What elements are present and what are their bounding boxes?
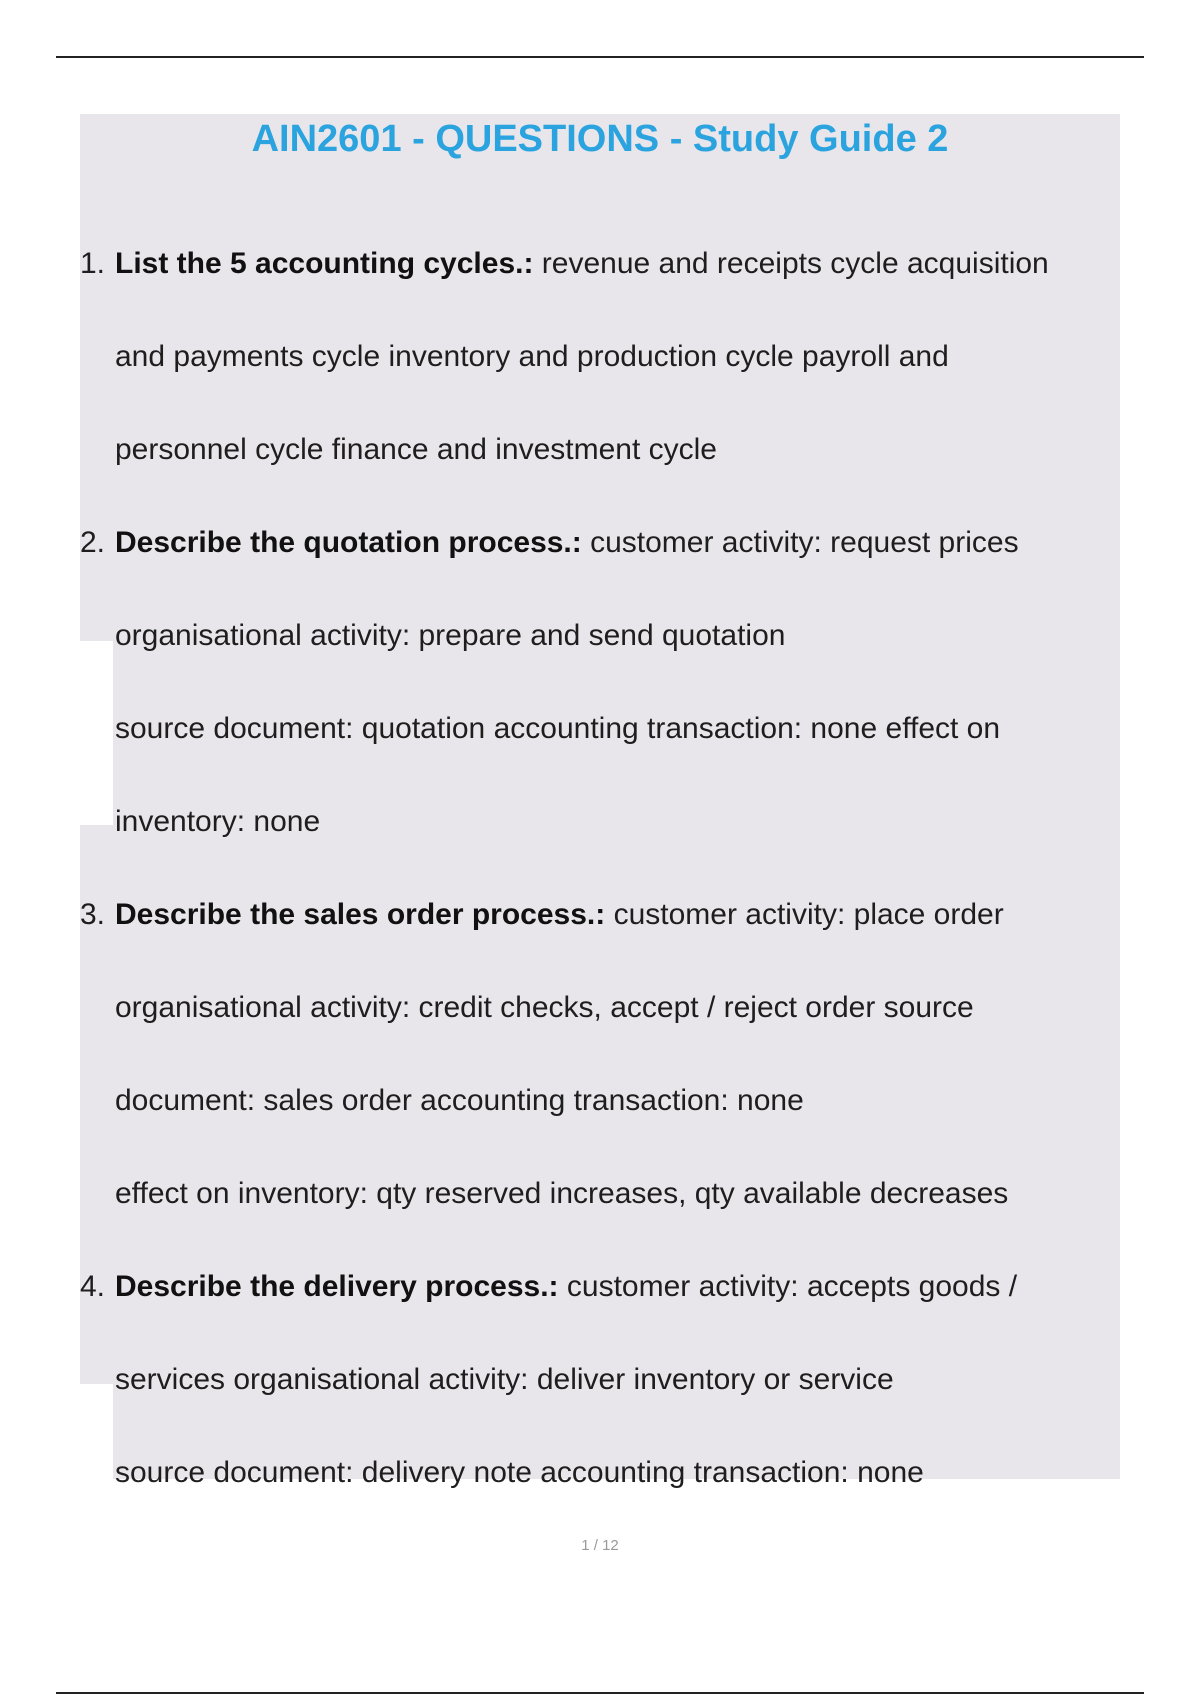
answer-line: source document: quotation accounting transaction: none effect on xyxy=(115,712,1001,745)
page-indicator: 1 / 12 xyxy=(581,1537,619,1554)
question-number: 4. xyxy=(80,1270,106,1303)
answer-text: customer activity: request prices xyxy=(581,526,1019,559)
answer-line: document: sales order accounting transaction: none xyxy=(115,1084,804,1117)
answer-line xyxy=(115,496,1140,589)
answer-line: services organisational activity: deliver inventory or service xyxy=(115,1363,894,1396)
answer-text: revenue and receipts cycle acquisition xyxy=(533,247,1049,280)
answer-line: effect on inventory: qty reserved increases, qty available decreases xyxy=(115,1177,1009,1210)
question-number: 1. xyxy=(80,247,106,280)
answer-line: inventory: none xyxy=(115,805,321,838)
bottom-rule xyxy=(56,1692,1144,1694)
question-text: Describe the sales order process.: xyxy=(115,898,606,931)
answer-text: customer activity: place order xyxy=(605,898,1004,931)
question-text: List the 5 accounting cycles.: xyxy=(115,247,534,280)
answer-line xyxy=(115,217,1140,310)
answer-text: customer activity: accepts goods / xyxy=(558,1270,1018,1303)
question-item-3 xyxy=(80,868,1140,1240)
question-item-2 xyxy=(80,496,1140,868)
question-number: 2. xyxy=(80,526,106,559)
top-rule xyxy=(56,56,1144,58)
question-item-4 xyxy=(80,1240,1140,1519)
answer-line: organisational activity: prepare and send quotation xyxy=(115,619,786,652)
answer-line: and payments cycle inventory and production cycle payroll and xyxy=(115,340,949,373)
question-item-1 xyxy=(80,217,1140,496)
question-number: 3. xyxy=(80,898,106,931)
document-title: AIN2601 - QUESTIONS - Study Guide 2 xyxy=(251,118,949,160)
question-text: Describe the delivery process.: xyxy=(115,1270,559,1303)
answer-line xyxy=(115,1240,1140,1333)
question-list xyxy=(80,217,1140,1519)
question-text: Describe the quotation process.: xyxy=(115,526,582,559)
answer-line: source document: delivery note accounting transaction: none xyxy=(115,1456,924,1489)
answer-line xyxy=(115,868,1140,961)
answer-line: personnel cycle finance and investment cycle xyxy=(115,433,717,466)
answer-line: organisational activity: credit checks, accept / reject order source xyxy=(115,991,974,1024)
